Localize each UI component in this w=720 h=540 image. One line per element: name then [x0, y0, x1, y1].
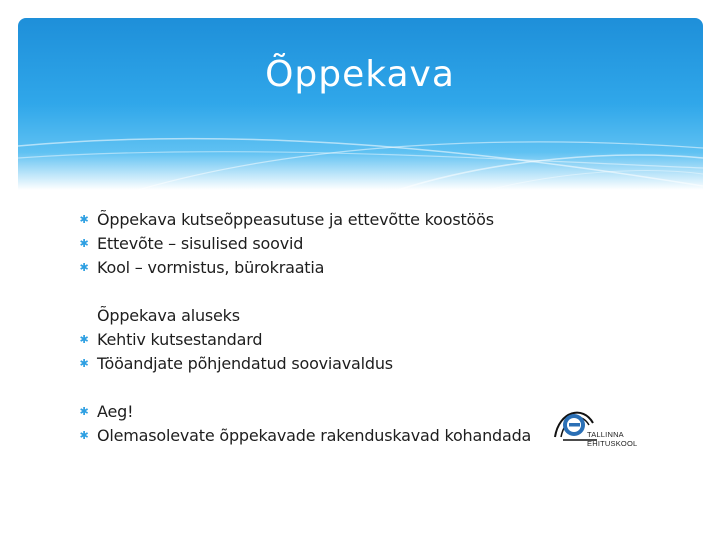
header-band [18, 18, 703, 190]
slide-title: Õppekava [265, 54, 455, 95]
bullet-item [78, 400, 548, 424]
item-text: Olemasolevate õppekavade rakenduskavad kohandada [97, 426, 532, 445]
item-text: Õppekava kutseõppeasutuse ja ettevõtte koostöös [97, 210, 494, 229]
item-text: Aeg! [97, 402, 134, 421]
subheading [78, 304, 548, 328]
bullet-item [78, 424, 548, 448]
paragraph-spacer [78, 280, 548, 304]
item-text: Ettevõte – sisulised soovid [97, 234, 304, 253]
bullet-item [78, 208, 548, 232]
item-text: Tööandjate põhjendatud sooviavaldus [97, 354, 393, 373]
bullet-item [78, 256, 548, 280]
bullet-icon: ✱ [79, 429, 89, 442]
bullet-icon: ✱ [79, 213, 89, 226]
header-swoosh-decoration [18, 18, 703, 190]
item-text: Õppekava aluseks [97, 306, 240, 325]
bullet-item [78, 352, 548, 376]
bullet-icon: ✱ [79, 333, 89, 346]
bullet-icon: ✱ [79, 261, 89, 274]
bullet-icon: ✱ [79, 237, 89, 250]
bullet-item [78, 328, 548, 352]
bullet-item [78, 232, 548, 256]
slide-content [78, 208, 548, 448]
paragraph-spacer [78, 376, 548, 400]
item-text: Kool – vormistus, bürokraatia [97, 258, 325, 277]
logo-text-line1: TALLINNA [587, 430, 624, 439]
bullet-icon: ✱ [79, 405, 89, 418]
item-text: Kehtiv kutsestandard [97, 330, 263, 349]
bullet-icon: ✱ [79, 357, 89, 370]
logo-text-line2: EHITUSKOOL [587, 439, 638, 448]
